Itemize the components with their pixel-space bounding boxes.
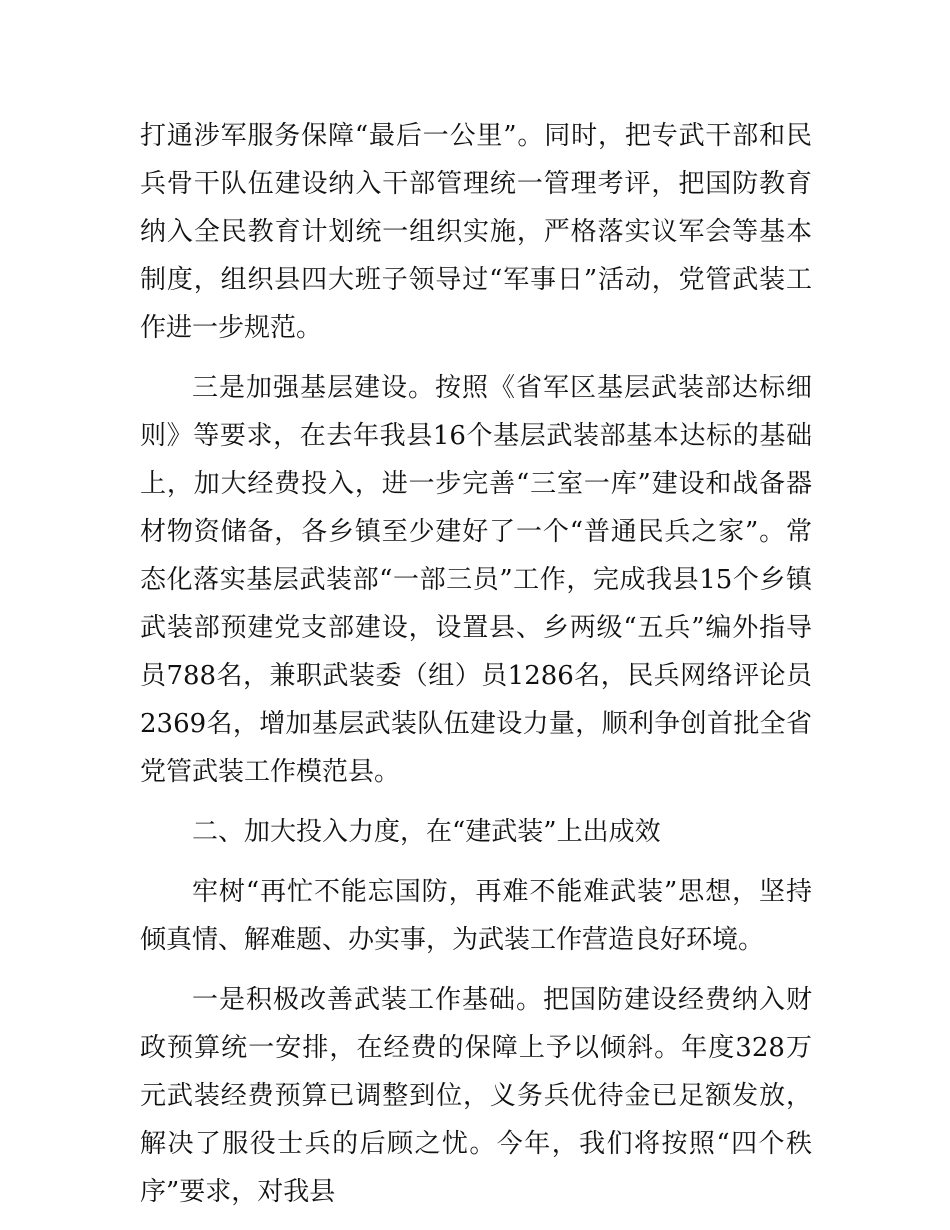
paragraph-gap — [140, 856, 812, 868]
paragraph-intro: 牢树“再忙不能忘国防，再难不能难武装”思想，坚持倾真情、解难题、办实事，为武装工作营造良好环境。 — [140, 877, 812, 955]
section-heading: 二、加大投入力度，在“建武装”上出成效 — [192, 817, 661, 847]
paragraph-gap — [140, 352, 812, 364]
paragraph-grassroots-building: 三是加强基层建设。按照《省军区基层武装部达标细则》等要求，在去年我县16个基层武装部基本达标的基础上，加大经费投入，进一步完善“三室一库”建设和战备器材物资储备，各乡镇至少建好了一个“普通民兵之家”。常态化落实基层武装部“一部三员”工作，完成我县15个乡镇武装部预建党支部建设，设置县、乡两级“五兵”编外指导员788名，兼职武装委（组）员1286名，民兵网络评论员2369名，增加基层武装队伍建设力量，顺利争创首批全省党管武装工作模范县。 — [140, 373, 812, 787]
paragraph-continuation: 打通涉军服务保障“最后一公里”。同时，把专武干部和民兵骨干队伍建设纳入干部管理统一管理考评，把国防教育纳入全民教育计划统一组织实施，严格落实议军会等基本制度，组织县四大班子领导过“军事日”活动，党管武装工作进一步规范。 — [140, 121, 812, 343]
paragraph-gap — [140, 964, 812, 976]
document-body — [140, 112, 812, 1216]
paragraph-gap — [140, 796, 812, 808]
paragraph-funding: 一是积极改善武装工作基础。把国防建设经费纳入财政预算统一安排，在经费的保障上予以倾斜。年度328万元武装经费预算已调整到位，义务兵优待金已足额发放，解决了服役士兵的后顾之忧。今年，我们将按照“四个秩序”要求，对我县 — [140, 985, 812, 1207]
